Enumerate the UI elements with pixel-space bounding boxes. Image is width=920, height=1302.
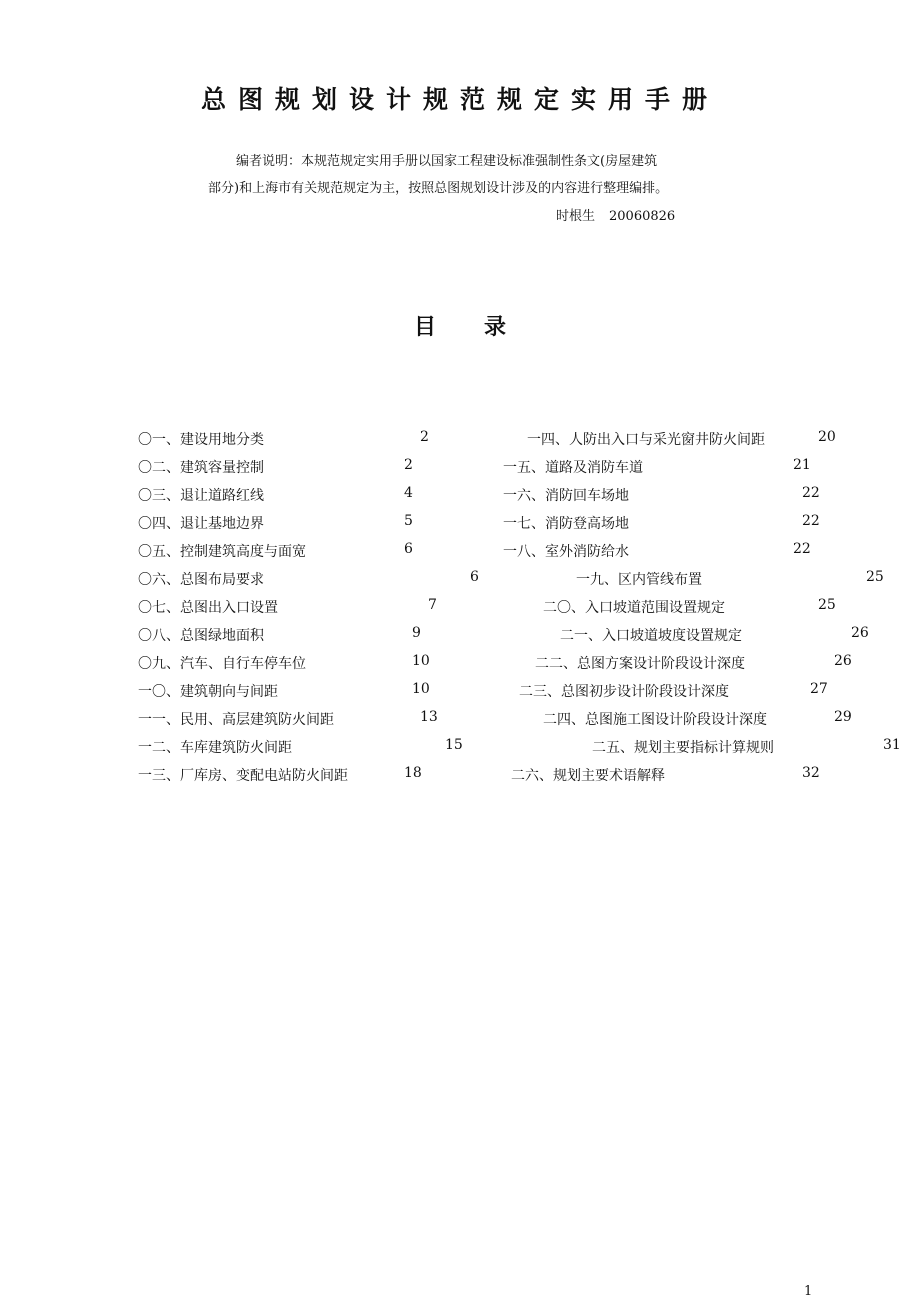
toc-item-page: 27 (810, 681, 828, 697)
toc-item-page: 22 (793, 541, 811, 557)
toc-item-page: 31 (883, 737, 901, 753)
toc-item-label[interactable]: 一九、区内管线布置 (576, 572, 702, 588)
toc-item-page: 25 (866, 569, 884, 585)
toc-item-label[interactable]: 〇五、控制建筑高度与面宽 (138, 544, 306, 560)
toc-item-label[interactable]: 〇二、建筑容量控制 (138, 460, 264, 476)
toc-item-label[interactable]: 一二、车库建筑防火间距 (138, 740, 292, 756)
toc-item-page: 7 (428, 597, 437, 613)
toc-item-page: 10 (412, 681, 430, 697)
toc-item-label[interactable]: 〇三、退让道路红线 (138, 488, 264, 504)
toc-item-label[interactable]: 一六、消防回车场地 (503, 488, 629, 504)
toc-item-label[interactable]: 〇六、总图布局要求 (138, 572, 264, 588)
toc-item-page: 6 (404, 541, 413, 557)
toc-item-page: 22 (802, 485, 820, 501)
toc-item-page: 13 (420, 709, 438, 725)
toc-heading (414, 310, 506, 341)
toc-item-page: 22 (802, 513, 820, 529)
toc-item-label[interactable]: 一一、民用、高层建筑防火间距 (138, 712, 334, 728)
toc-item-label[interactable]: 二〇、入口坡道范围设置规定 (543, 600, 725, 616)
toc-item-label[interactable]: 二一、入口坡道坡度设置规定 (560, 628, 742, 644)
toc-item-page: 18 (404, 765, 422, 781)
signature (556, 205, 675, 224)
toc-item-page: 29 (834, 709, 852, 725)
toc-item-label[interactable]: 二三、总图初步设计阶段设计深度 (519, 684, 729, 700)
toc-item-page: 4 (404, 485, 413, 501)
toc-item-label[interactable]: 二六、规划主要术语解释 (511, 768, 665, 784)
toc-heading-char-2: 录 (484, 315, 507, 340)
toc-item-page: 25 (818, 597, 836, 613)
toc-item-page: 5 (404, 513, 413, 529)
toc-item-label[interactable]: 〇四、退让基地边界 (138, 516, 264, 532)
toc-item-label[interactable]: 一四、人防出入口与采光窗井防火间距 (527, 432, 765, 448)
author-name: 时根生 (556, 209, 596, 224)
toc-item-page: 2 (420, 429, 429, 445)
toc-item-page: 21 (793, 457, 811, 473)
toc-item-page: 15 (445, 737, 463, 753)
toc-item-label[interactable]: 二五、规划主要指标计算规则 (592, 740, 774, 756)
page-number: 1 (804, 1284, 813, 1299)
toc-item-page: 20 (818, 429, 836, 445)
toc-item-page: 9 (412, 625, 421, 641)
toc-item-label[interactable]: 〇七、总图出入口设置 (138, 600, 278, 616)
toc-item-label[interactable]: 一三、厂库房、变配电站防火间距 (138, 768, 348, 784)
toc-item-label[interactable]: 二四、总图施工图设计阶段设计深度 (543, 712, 767, 728)
toc-item-page: 26 (851, 625, 869, 641)
toc-item-label[interactable]: 一五、道路及消防车道 (503, 460, 643, 476)
toc-item-page: 32 (802, 765, 820, 781)
toc-item-label[interactable]: 〇九、汽车、自行车停车位 (138, 656, 306, 672)
toc-item-page: 2 (404, 457, 413, 473)
toc-item-label[interactable]: 〇八、总图绿地面积 (138, 628, 264, 644)
toc-item-label[interactable]: 二二、总图方案设计阶段设计深度 (535, 656, 745, 672)
toc-item-label[interactable]: 〇一、建设用地分类 (138, 432, 264, 448)
toc-item-page: 6 (470, 569, 479, 585)
toc-item-label[interactable]: 一八、室外消防给水 (503, 544, 629, 560)
editor-note-line-1: 编者说明：本规范规定实用手册以国家工程建设标准强制性条文(房屋建筑 (236, 154, 658, 169)
toc-item-page: 26 (834, 653, 852, 669)
page-title: 总图规划设计规范规定实用手册 (200, 85, 719, 114)
signature-date: 20060826 (609, 209, 676, 224)
editor-note-line-2: 部分)和上海市有关规范规定为主，按照总图规划设计涉及的内容进行整理编排。 (208, 181, 669, 196)
toc-item-page: 10 (412, 653, 430, 669)
toc-item-label[interactable]: 一七、消防登高场地 (503, 516, 629, 532)
toc-item-label[interactable]: 一〇、建筑朝向与间距 (138, 684, 278, 700)
toc-heading-char-1: 目 (414, 315, 437, 340)
